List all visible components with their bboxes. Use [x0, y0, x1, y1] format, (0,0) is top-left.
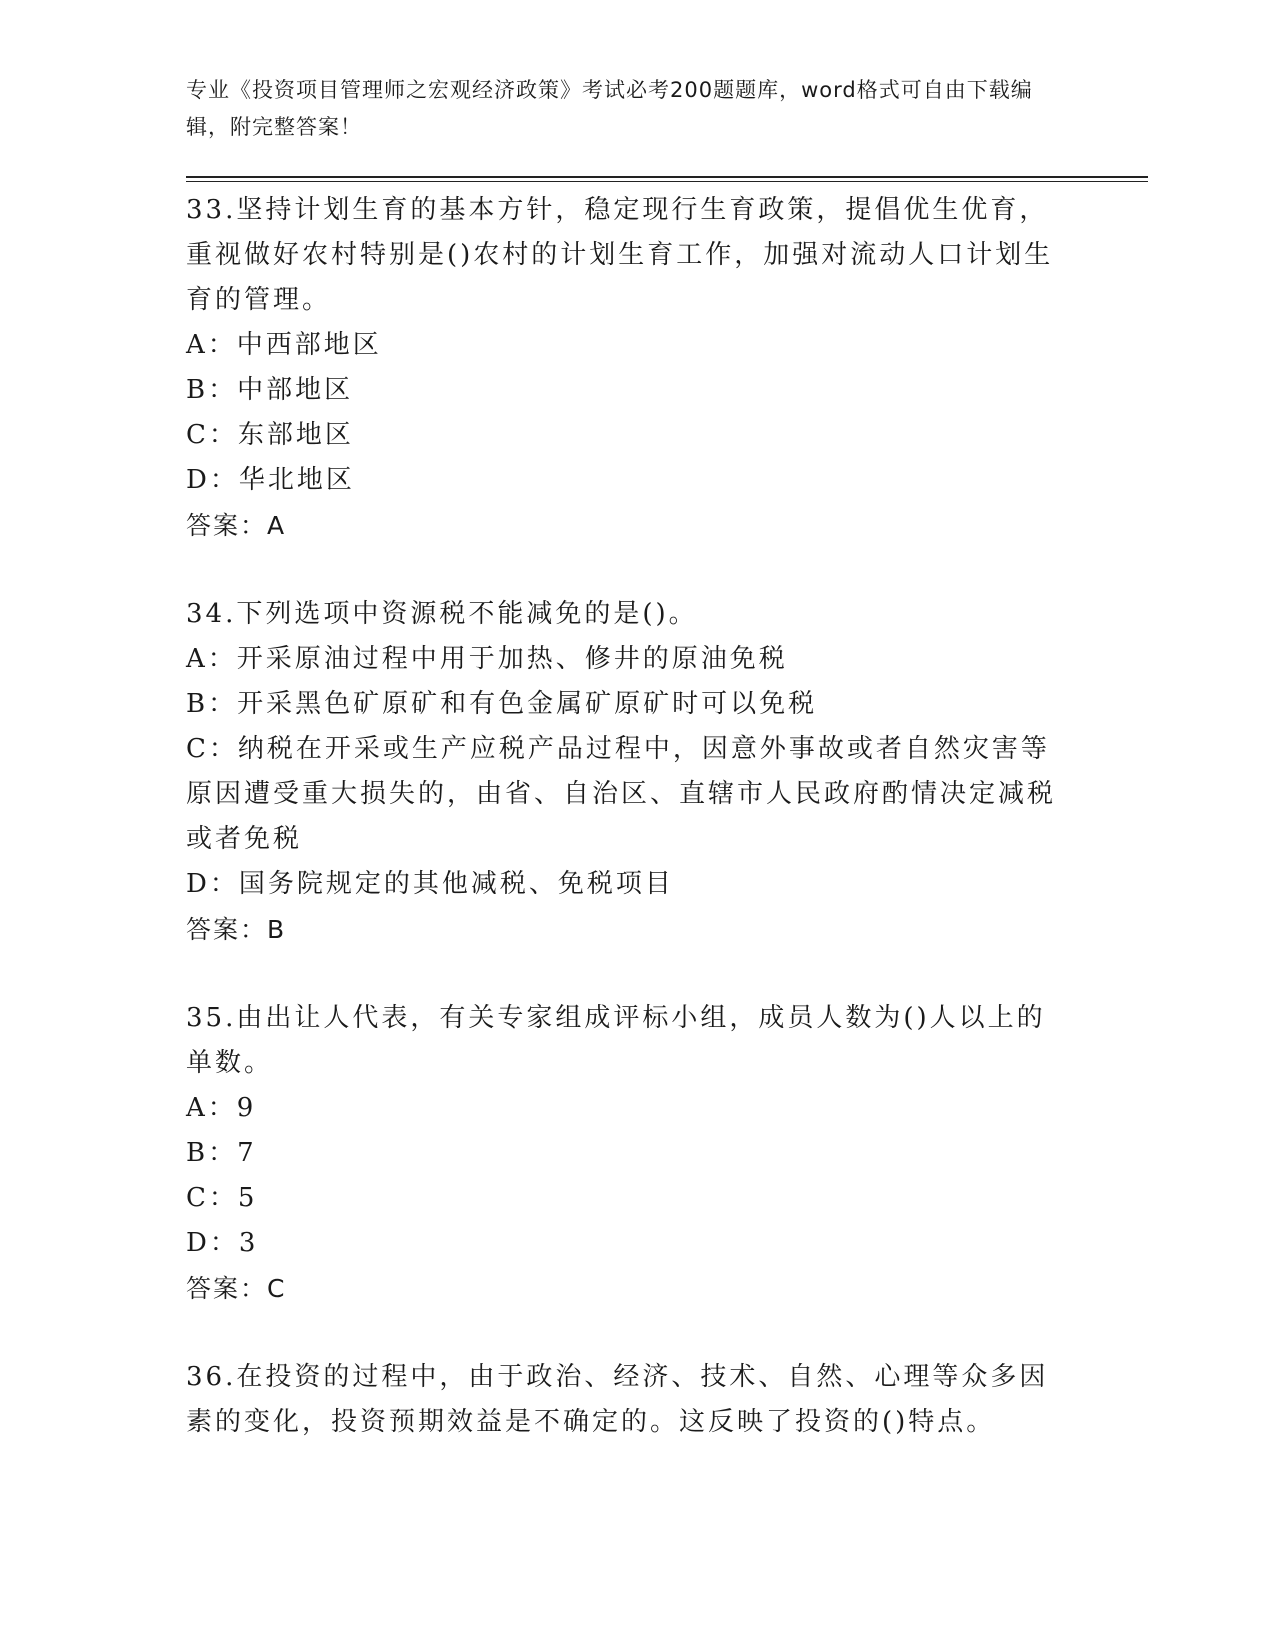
answer-line: 答案：B — [186, 915, 287, 944]
option-text: 开采原油过程中用于加热、修井的原油免税 — [236, 644, 788, 674]
option-a — [186, 1086, 1070, 1131]
option-a — [186, 637, 1070, 682]
question-stem: 36.在投资的过程中，由于政治、经济、技术、自然、心理等众多因素的变化，投资预期效益是不确定的。这反映了投资的()特点。 — [186, 1362, 1049, 1437]
option-d — [186, 1221, 1070, 1266]
option-text: 中西部地区 — [236, 330, 382, 360]
option-key: C： — [186, 420, 238, 450]
question-35 — [186, 996, 1070, 1311]
option-text: 纳税在开采或生产应税产品过程中，因意外事故或者自然灾害等原因遭受重大损失的，由省、自治区、直辖市人民政府酌情决定减税或者免税 — [186, 734, 1057, 854]
option-text: 5 — [237, 1183, 258, 1213]
question-stem: 34.下列选项中资源税不能减免的是()。 — [186, 599, 698, 629]
question-list — [186, 188, 1070, 1489]
document-title: 专业《投资项目管理师之宏观经济政策》考试必考200题题库，word格式可自由下载编辑，附完整答案！ — [186, 78, 1033, 139]
option-text: 7 — [237, 1138, 257, 1168]
option-c — [186, 413, 1070, 458]
header-divider — [186, 176, 1148, 178]
question-36 — [186, 1355, 1070, 1445]
option-text: 9 — [236, 1093, 257, 1123]
option-text: 华北地区 — [238, 465, 355, 495]
option-text: 开采黑色矿原矿和有色金属矿原矿时可以免税 — [237, 689, 818, 719]
option-key: D： — [186, 869, 239, 899]
option-key: A： — [186, 1093, 237, 1123]
question-stem: 35.由出让人代表，有关专家组成评标小组，成员人数为()人以上的单数。 — [186, 1003, 1046, 1078]
option-key: C： — [186, 734, 238, 764]
answer-line: 答案：A — [186, 511, 287, 540]
option-b — [186, 682, 1070, 727]
option-text: 中部地区 — [237, 375, 354, 405]
option-c — [186, 727, 1070, 862]
option-key: B： — [186, 689, 238, 719]
question-33 — [186, 188, 1070, 548]
option-key: C： — [186, 1183, 238, 1213]
option-text: 东部地区 — [237, 420, 354, 450]
question-stem: 33.坚持计划生育的基本方针，稳定现行生育政策，提倡优生优育，重视做好农村特别是()农村的计划生育工作，加强对流动人口计划生育的管理。 — [186, 195, 1054, 315]
question-34 — [186, 592, 1070, 952]
option-text: 国务院规定的其他减税、免税项目 — [238, 869, 674, 899]
option-key: D： — [186, 1228, 239, 1258]
option-key: D： — [186, 465, 239, 495]
option-d — [186, 458, 1070, 503]
option-key: A： — [186, 330, 237, 360]
option-key: B： — [186, 1138, 238, 1168]
page-header — [186, 72, 1066, 146]
answer-line: 答案：C — [186, 1274, 287, 1303]
option-a — [186, 323, 1070, 368]
option-text: 3 — [238, 1228, 259, 1258]
option-key: A： — [186, 644, 237, 674]
option-d — [186, 862, 1070, 907]
option-key: B： — [186, 375, 238, 405]
option-b — [186, 1131, 1070, 1176]
option-c — [186, 1176, 1070, 1221]
option-b — [186, 368, 1070, 413]
